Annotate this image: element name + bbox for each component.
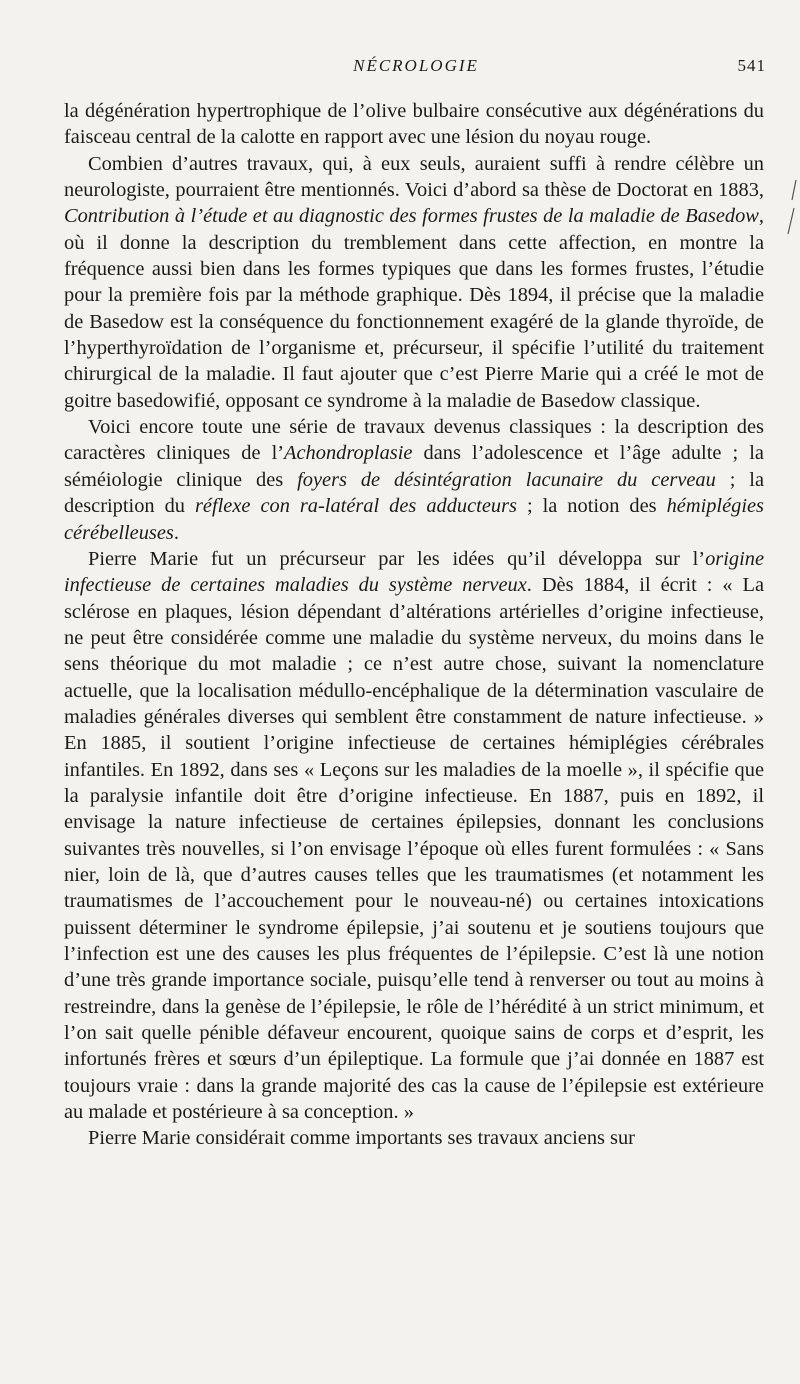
body-text	[64, 98, 764, 1152]
text-run: .	[173, 521, 179, 544]
text-run: , où il donne la description du tremblement dans cette affection, en montre la fréquence aussi bien dans les formes typiques que dans les formes frustes, l’étudie pour la première fois par la méthode graphique. Dès 1894, il précise que la maladie de Basedow est la conséquence du fonctionnement exagéré de la glande thyroïde, de l’hyperthyroïdation de l’organisme et, précurseur, il spécifie l’utilité du traitement chirurgical de la maladie. Il faut ajouter que c’est Pierre Marie qui a créé le mot de goitre basedowifié, opposant ce syndrome à la maladie de Basedow classique.	[64, 205, 764, 412]
paragraph-thesis	[64, 151, 764, 414]
paragraph-continuation: la dégénération hypertrophique de l’olive bulbaire consécutive aux dégénérations du faisceau central de la calotte en rapport avec une lésion du noyau rouge.	[64, 100, 764, 149]
paragraph-infectious-origin	[64, 546, 764, 1126]
text-run: Voici encore toute une série de travaux devenus classiques : la description des caractères cliniques de l’	[64, 416, 764, 465]
paragraph-classic-works	[64, 414, 764, 546]
text-run: Combien d’autres travaux, qui, à eux seuls, auraient suffi à rendre célèbre un neurologiste, pourraient être mentionnés. Voici d’abord sa thèse de Doctorat en 1883,	[64, 152, 764, 202]
italic-term: réflexe con ra-latéral des adducteurs	[194, 495, 517, 518]
text-run: Pierre Marie fut un précurseur par les idées qu’il développa sur l’	[88, 547, 706, 570]
page-number: 541	[737, 56, 766, 75]
text-run: . Dès 1884, il écrit : « La sclérose en plaques, lésion dépendant d’altérations artérielles d’origine infectieuse, ne peut être considérée comme une maladie du système nerveux, du moins dans le sens théorique du mot maladie ; ce n’est autre chose, suivant la nomenclature actuelle, que la localisation médullo-encéphalique de la détermination vasculaire de maladies générales diverses qui semblent être constamment de nature infectieuse. » En 1885, il soutient l’origine infectieuse de certaines hémiplégies cérébrales infantiles. En 1892, dans ses « Leçons sur les maladies de la moelle », il spécifie que la paralysie infantile doit être d’origine infectieuse. En 1887, puis en 1892, il envisage la nature infectieuse de certaines épilepsies, donnant les conclusions suivantes très nouvelles, si l’on envisage l’époque où elles furent formulées : « Sans nier, loin de là, que d’autres causes telles que les traumatismes (et notamment les traumatismes de l’accouchement pour le nouveau-né) ou certaines intoxications puissent déterminer le syndrome épilepsie, j’ai soutenu et je soutiens toujours que l’infection est une des causes les plus fréquentes de l’épilepsie. C’est là une notion d’une très grande importance sociale, puisqu’elle tend à renverser ou tout au moins à restreindre, dans la genèse de l’épilepsie, le rôle de l’hérédité à un strict minimum, et l’on sait quelle pénible défaveur encourent, quoique sains de corps et d’esprit, les infortunés frères et sœurs d’un épileptique. La formule que j’ai donnée en 1887 est toujours vraie : dans la grande majorité des cas la cause de l’épilepsie est extérieure au malade et postérieure à sa conception. »	[64, 574, 764, 1124]
italic-term: origine infectieuse de certaines maladies du système nerveux	[64, 547, 764, 597]
text-run: dans l’adolescence et l’âge adulte ; la séméiologie clinique des	[64, 442, 764, 491]
margin-pencil-mark	[786, 178, 798, 238]
italic-term: Achondroplasie	[284, 442, 413, 465]
running-title: NÉCROLOGIE	[353, 56, 479, 75]
running-head	[66, 56, 766, 82]
text-run: ; la notion des	[516, 495, 667, 518]
thesis-title: Contribution à l’étude et au diagnostic des formes frustes de la maladie de Basedow	[64, 205, 759, 228]
italic-term: foyers de désintégration lacunaire du cerveau	[297, 468, 716, 491]
paragraph-final: Pierre Marie considérait comme importants ses travaux anciens sur	[88, 1127, 635, 1150]
text-run: ; la description du	[64, 468, 764, 518]
italic-term: hémiplégies cérébelleuses	[64, 495, 764, 544]
